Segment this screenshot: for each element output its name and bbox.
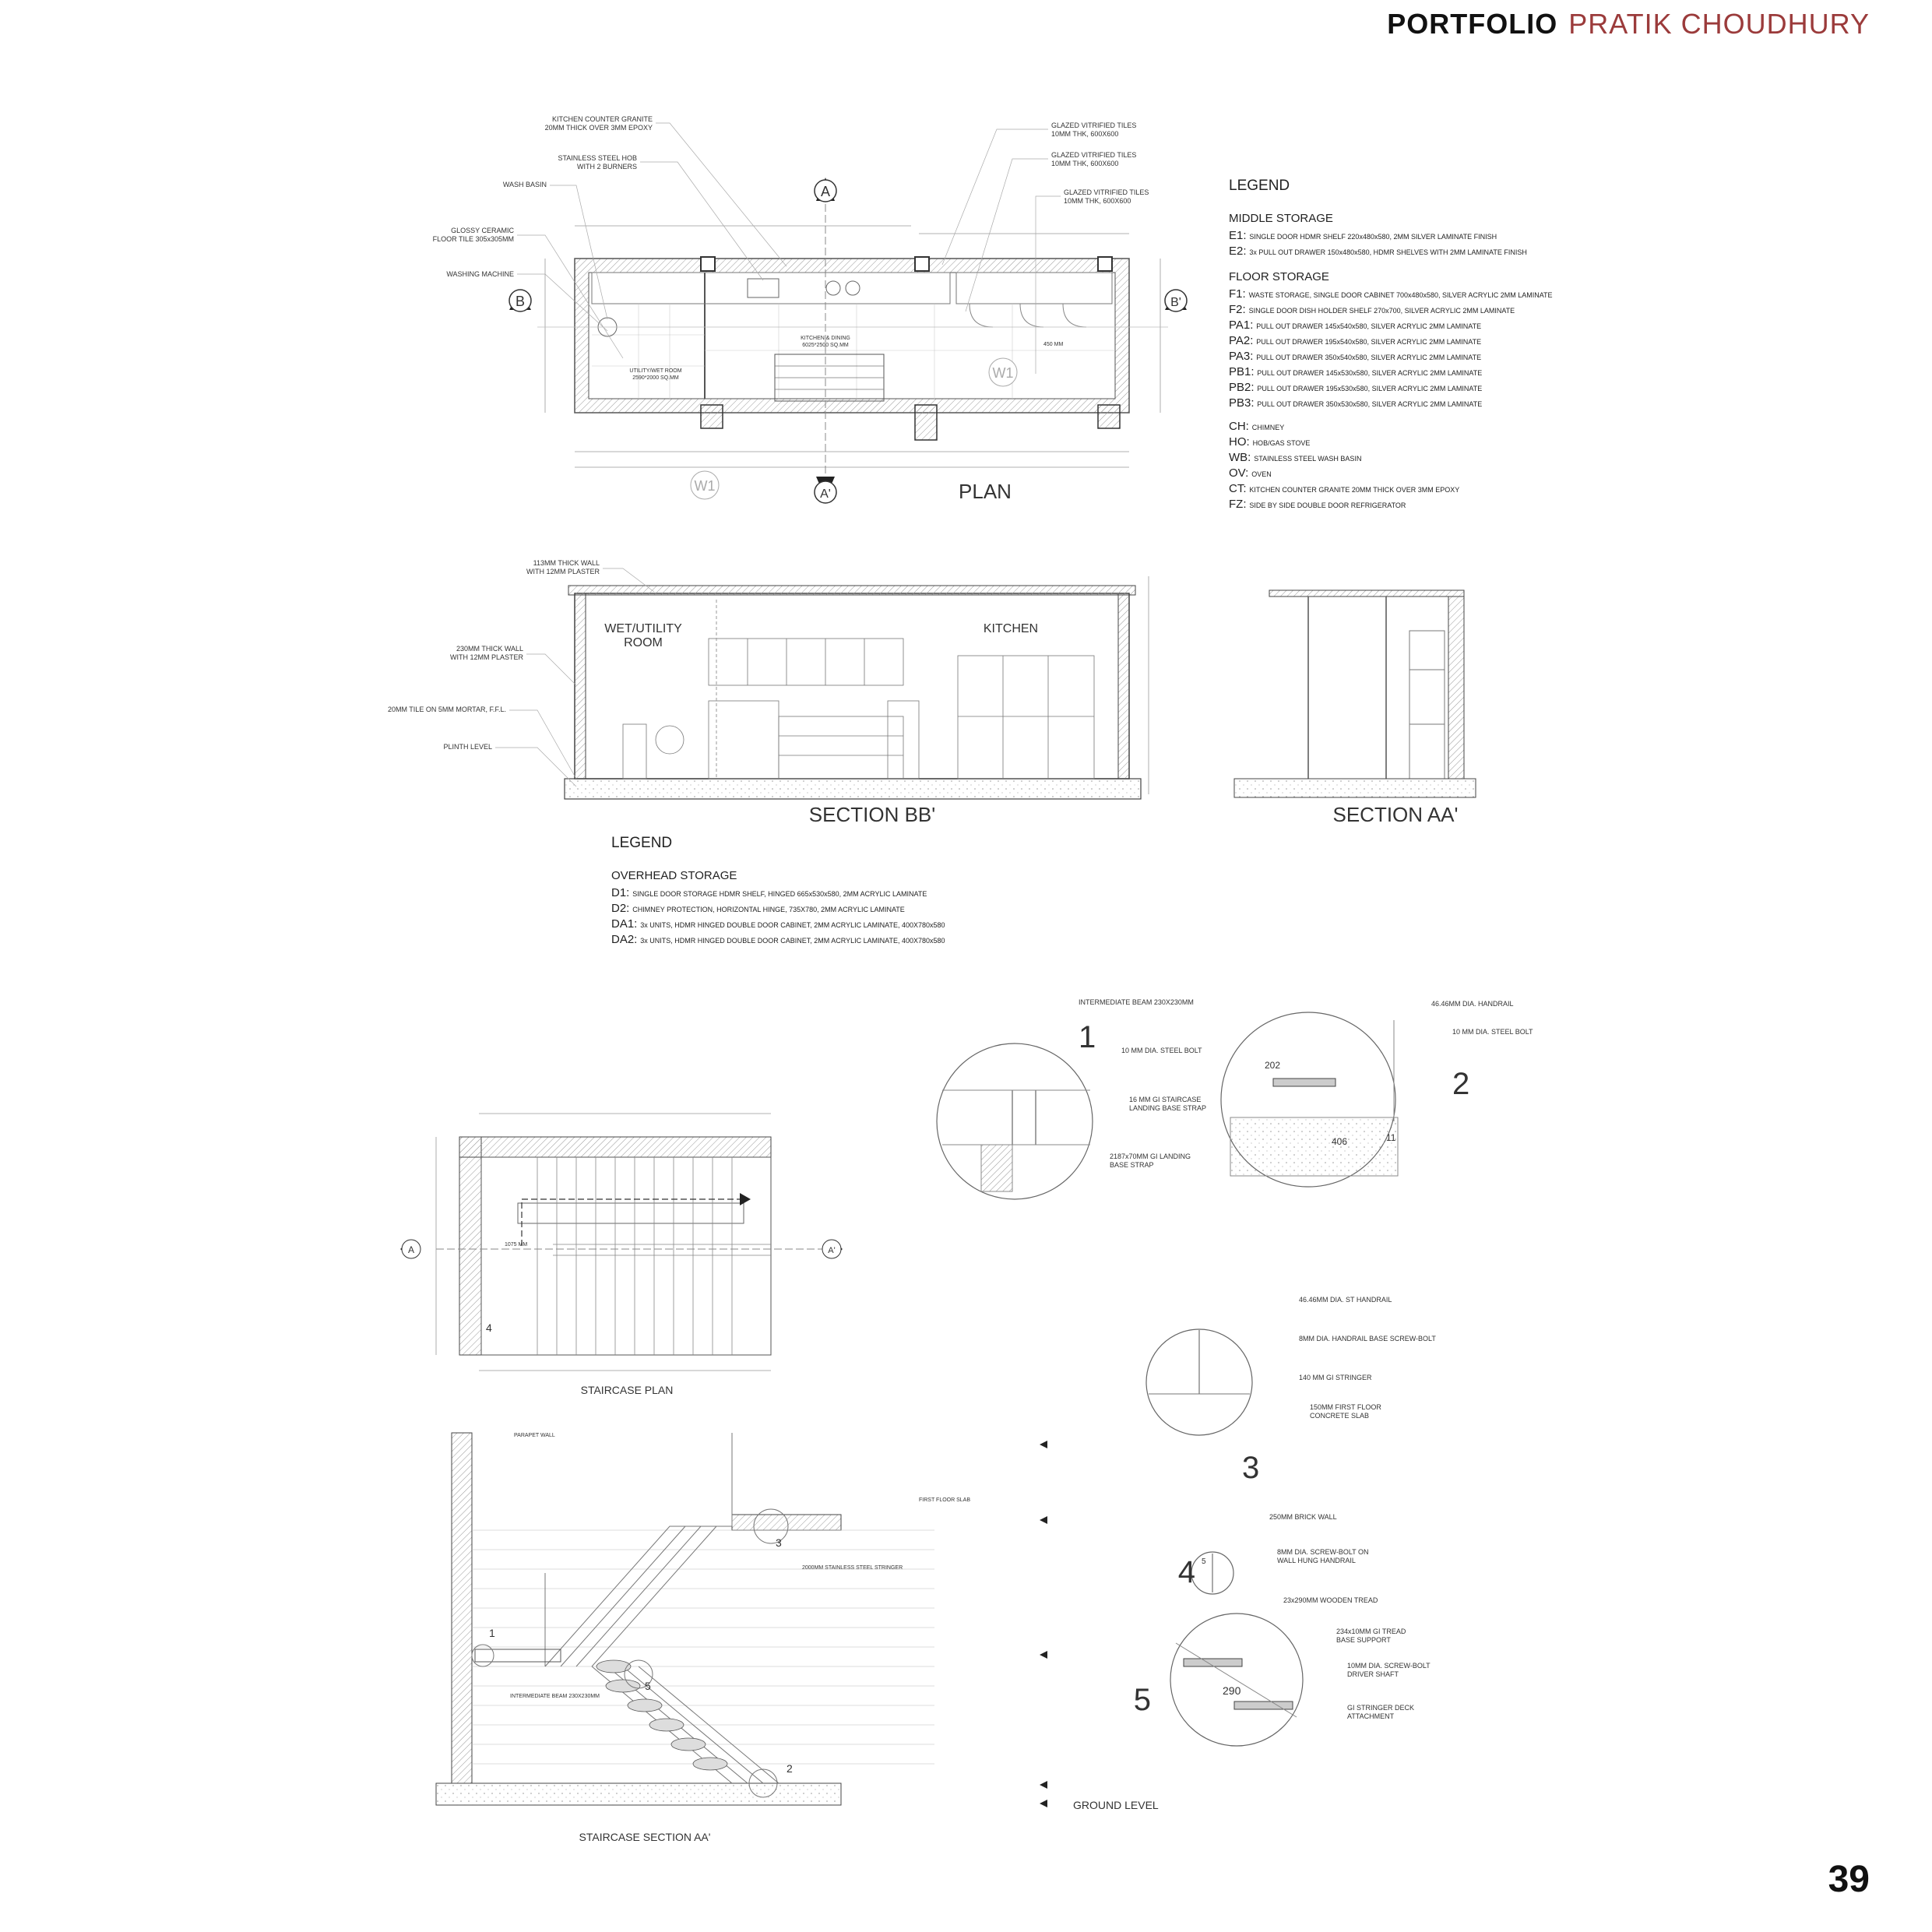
callout-113-wall-1: 113MM THICK WALL [533, 559, 600, 567]
detail-2-note-handrail: 46.46MM DIA. HANDRAIL [1431, 1000, 1514, 1008]
detail-3-note-stringer: 140 MM GI STRINGER [1299, 1374, 1372, 1381]
stair-plan-note: 1075 MM [505, 1242, 528, 1248]
stair-section-callout-5: 5 [645, 1680, 651, 1692]
room-area-kitchen: 6025*2500 SQ.MM [802, 343, 849, 348]
section-room-wet-1: WET/UTILITY [604, 622, 682, 635]
detail-5-note-deck-1: GI STRINGER DECK [1347, 1704, 1415, 1712]
detail-4-note-wall: 250MM BRICK WALL [1269, 1513, 1337, 1521]
detail-2-dim-11: 11 [1386, 1132, 1396, 1143]
legend-item: PB1: PULL OUT DRAWER 145x530x580, SILVER ACRYLIC 2MM LAMINATE [1229, 365, 1483, 378]
detail-5-dim-290: 290 [1223, 1684, 1241, 1697]
section-bb-title: SECTION BB' [808, 803, 936, 826]
detail-2-dim-202: 202 [1265, 1060, 1281, 1071]
wall-marker-w1-right: W1 [992, 365, 1014, 381]
legend-item: F2: SINGLE DOOR DISH HOLDER SHELF 270x700, SILVER ACRYLIC 2MM LAMINATE [1229, 303, 1515, 316]
staircase-plan-title: STAIRCASE PLAN [580, 1384, 674, 1396]
callout-tiles-2b: 10MM THK, 600X600 [1051, 160, 1119, 167]
detail-1-note-beam: INTERMEDIATE BEAM 230X230MM [1079, 998, 1194, 1006]
header-author-name: PRATIK CHOUDHURY [1568, 8, 1870, 40]
legend-group-floor: FLOOR STORAGE [1229, 270, 1329, 283]
legend-group-overhead: OVERHEAD STORAGE [611, 869, 737, 882]
detail-4-ref-5: 5 [1202, 1557, 1206, 1566]
detail-number-2: 2 [1452, 1067, 1470, 1101]
detail-3-note-screw: 8MM DIA. HANDRAIL BASE SCREW-BOLT [1299, 1335, 1436, 1343]
legend-group-middle: MIDDLE STORAGE [1229, 212, 1333, 225]
callout-wash-basin: WASH BASIN [502, 181, 547, 188]
callout-tiles-1b: 10MM THK, 600X600 [1051, 130, 1119, 138]
stair-label-parapet: PARAPET WALL [514, 1433, 555, 1438]
callout-floor-tile-2: FLOOR TILE 305x305MM [432, 235, 514, 243]
legend-item: E2: 3x PULL OUT DRAWER 150x480x580, HDMR SHELVES WITH 2MM LAMINATE FINISH [1229, 245, 1527, 258]
callout-hob-1: STAINLESS STEEL HOB [558, 154, 637, 162]
detail-1-note-strap-1: 16 MM GI STAIRCASE [1129, 1096, 1202, 1103]
detail-1-note-bolt: 10 MM DIA. STEEL BOLT [1121, 1047, 1202, 1054]
section-aa [1234, 590, 1476, 826]
detail-5-note-support-2: BASE SUPPORT [1336, 1636, 1391, 1644]
staircase-section [436, 1433, 1159, 1843]
stair-marker-a-prime: A' [828, 1246, 836, 1255]
room-label-utility: UTILITY/WET ROOM [629, 368, 682, 374]
header-portfolio: PORTFOLIO [1387, 8, 1558, 40]
legend-item: D1: SINGLE DOOR STORAGE HDMR SHELF, HINGED 665x530x580, 2MM ACRYLIC LAMINATE [611, 886, 927, 899]
callout-hob-2: WITH 2 BURNERS [576, 163, 637, 171]
ground-level-label: GROUND LEVEL [1073, 1799, 1159, 1811]
detail-2 [1221, 1000, 1533, 1187]
callout-tiles-3b: 10MM THK, 600X600 [1064, 197, 1131, 205]
legend-item: PA1: PULL OUT DRAWER 145x540x580, SILVER ACRYLIC 2MM LAMINATE [1229, 318, 1482, 332]
detail-number-3: 3 [1242, 1451, 1260, 1485]
callout-plinth-level: PLINTH LEVEL [443, 743, 492, 751]
section-bb [388, 559, 1149, 826]
callout-counter-2: 20MM THICK OVER 3MM EPOXY [544, 124, 653, 132]
legend-item: FZ: SIDE BY SIDE DOUBLE DOOR REFRIGERATOR [1229, 498, 1406, 511]
detail-5-note-screw-2: DRIVER SHAFT [1347, 1670, 1399, 1678]
callout-counter-1: KITCHEN COUNTER GRANITE [551, 115, 653, 123]
legend-item: PA3: PULL OUT DRAWER 350x540x580, SILVER ACRYLIC 2MM LAMINATE [1229, 350, 1482, 363]
stair-label-beam: INTERMEDIATE BEAM 230X230MM [510, 1694, 600, 1699]
stair-section-callout-1: 1 [489, 1627, 495, 1639]
legend-item: OV: OVEN [1229, 466, 1272, 480]
kitchen-plan [433, 115, 1187, 503]
detail-number-1: 1 [1079, 1020, 1096, 1054]
section-room-wet-2: ROOM [624, 636, 663, 649]
detail-5-note-screw-1: 10MM DIA. SCREW-BOLT [1347, 1662, 1431, 1670]
detail-2-note-bolt: 10 MM DIA. STEEL BOLT [1452, 1028, 1533, 1036]
legend-item: F1: WASTE STORAGE, SINGLE DOOR CABINET 700x480x580, SILVER ACRYLIC 2MM LAMINATE [1229, 287, 1553, 301]
callout-tiles-2a: GLAZED VITRIFIED TILES [1051, 151, 1137, 159]
detail-1 [937, 998, 1206, 1199]
callout-113-wall-2: WITH 12MM PLASTER [526, 568, 600, 575]
plan-title: PLAN [959, 480, 1012, 503]
wall-marker-w1-bottom: W1 [694, 478, 716, 494]
callout-tile-mortar: 20MM TILE ON 5MM MORTAR, F.F.L. [387, 706, 506, 713]
detail-5 [1134, 1596, 1431, 1746]
detail-number-4: 4 [1177, 1555, 1195, 1589]
legend-item: PB2: PULL OUT DRAWER 195x530x580, SILVER ACRYLIC 2MM LAMINATE [1229, 381, 1483, 394]
section-marker-b-prime: B' [1170, 296, 1181, 309]
stair-detail-ref-4: 4 [486, 1321, 492, 1334]
legend-overhead-title: LEGEND [611, 835, 673, 851]
legend-item: D2: CHIMNEY PROTECTION, HORIZONTAL HINGE, 735X780, 2MM ACRYLIC LAMINATE [611, 902, 905, 915]
callout-230-wall-2: WITH 12MM PLASTER [449, 653, 523, 661]
staircase-plan [400, 1114, 843, 1396]
room-dim-label: 450 MM [1043, 342, 1064, 347]
detail-number-5: 5 [1133, 1683, 1151, 1717]
section-marker-b: B [515, 294, 526, 309]
detail-1-note-strap-2: LANDING BASE STRAP [1129, 1104, 1207, 1112]
section-room-kitchen: KITCHEN [983, 622, 1039, 635]
stair-section-callout-2: 2 [787, 1762, 793, 1775]
legend-item: CH: CHIMNEY [1229, 420, 1285, 433]
detail-3-note-handrail: 46.46MM DIA. ST HANDRAIL [1299, 1296, 1392, 1304]
detail-1-note-landing-2: BASE STRAP [1110, 1161, 1154, 1169]
legend-item: HO: HOB/GAS STOVE [1229, 435, 1311, 449]
legend-item: WB: STAINLESS STEEL WASH BASIN [1229, 451, 1362, 464]
callout-tiles-3a: GLAZED VITRIFIED TILES [1064, 188, 1149, 196]
section-marker-a: A [820, 184, 831, 199]
room-label-kitchen: KITCHEN & DINING [801, 336, 850, 341]
stair-marker-a: A [407, 1244, 415, 1255]
callout-tiles-1a: GLAZED VITRIFIED TILES [1051, 121, 1137, 129]
legend-item: PB3: PULL OUT DRAWER 350x530x580, SILVER ACRYLIC 2MM LAMINATE [1229, 396, 1483, 410]
legend-item: E1: SINGLE DOOR HDMR SHELF 220x480x580, 2MM SILVER LAMINATE FINISH [1229, 229, 1497, 242]
detail-3-note-slab-1: 150MM FIRST FLOOR [1310, 1403, 1381, 1411]
legend-item: CT: KITCHEN COUNTER GRANITE 20MM THICK OVER 3MM EPOXY [1229, 482, 1460, 495]
callout-230-wall-1: 230MM THICK WALL [456, 645, 523, 653]
legend-title: LEGEND [1229, 178, 1290, 194]
staircase-section-title: STAIRCASE SECTION AA' [579, 1831, 711, 1843]
detail-5-note-deck-2: ATTACHMENT [1347, 1712, 1395, 1720]
detail-2-dim-406: 406 [1332, 1136, 1348, 1147]
stair-label-stringer: 2000MM STAINLESS STEEL STRINGER [802, 1565, 903, 1571]
detail-4 [1178, 1513, 1369, 1594]
detail-5-note-tread: 23x290MM WOODEN TREAD [1283, 1596, 1378, 1604]
section-aa-title: SECTION AA' [1332, 803, 1459, 826]
page-number: 39 [1828, 1859, 1870, 1900]
legend-storage [1229, 178, 1556, 512]
legend-item: PA2: PULL OUT DRAWER 195x540x580, SILVER ACRYLIC 2MM LAMINATE [1229, 334, 1482, 347]
stair-section-callout-3: 3 [776, 1536, 782, 1549]
stair-label-first-floor: FIRST FLOOR SLAB [919, 1497, 970, 1503]
room-area-utility: 2590*2000 SQ.MM [632, 375, 679, 381]
legend-overhead [611, 835, 1047, 948]
callout-washing-machine: WASHING MACHINE [446, 270, 514, 278]
detail-4-note-screw-2: WALL HUNG HANDRAIL [1277, 1557, 1356, 1564]
section-marker-a-prime: A' [820, 487, 831, 501]
legend-item: DA2: 3x UNITS, HDMR HINGED DOUBLE DOOR CABINET, 2MM ACRYLIC LAMINATE, 400X780x580 [611, 933, 945, 946]
detail-3 [1146, 1296, 1436, 1485]
detail-5-note-support-1: 234x10MM GI TREAD [1336, 1628, 1406, 1635]
legend-item: DA1: 3x UNITS, HDMR HINGED DOUBLE DOOR CABINET, 2MM ACRYLIC LAMINATE, 400X780x580 [611, 917, 945, 931]
detail-1-note-landing-1: 2187x70MM GI LANDING [1110, 1153, 1191, 1160]
detail-4-note-screw-1: 8MM DIA. SCREW-BOLT ON [1277, 1548, 1369, 1556]
callout-floor-tile-1: GLOSSY CERAMIC [451, 227, 514, 234]
detail-3-note-slab-2: CONCRETE SLAB [1310, 1412, 1370, 1420]
